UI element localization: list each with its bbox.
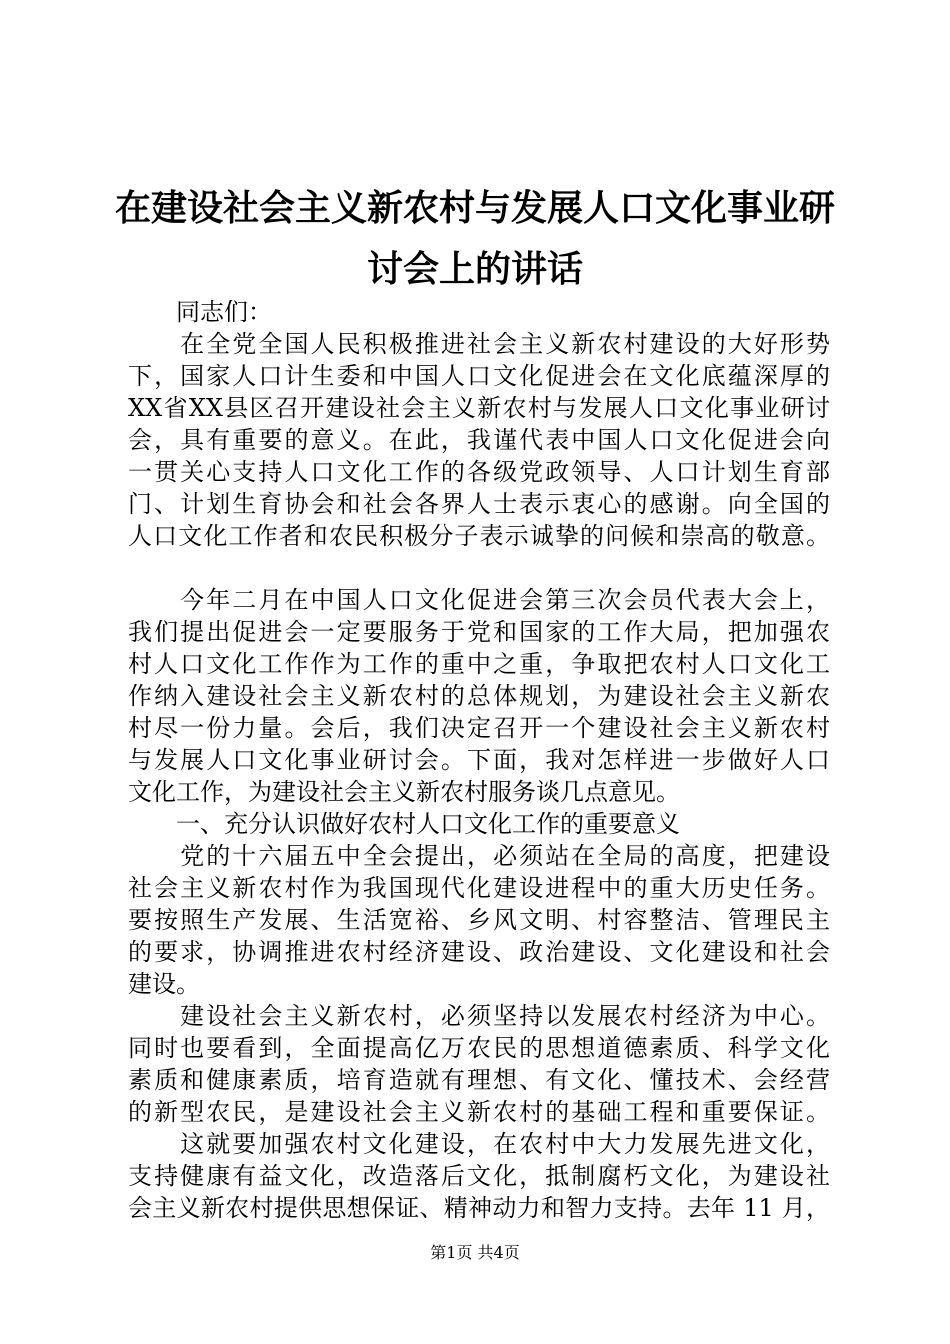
text-line: 在全党全国人民积极推进社会主义新农村建设的大好形势 <box>128 330 830 358</box>
text-line: 下，国家人口计生委和中国人口文化促进会在文化底蕴深厚的 <box>128 362 830 390</box>
text-line: 我们提出促进会一定要服务于党和国家的工作大局，把加强农 <box>128 618 830 646</box>
text-line: 的要求，协调推进农村经济建设、政治建设、文化建设和社会 <box>128 938 830 966</box>
text-line: 人口文化工作者和农民积极分子表示诚挚的问候和崇高的敬意。 <box>128 522 830 550</box>
text-line: 支持健康有益文化，改造落后文化，抵制腐朽文化，为建设社 <box>128 1162 830 1190</box>
text-line: 门、计划生育协会和社会各界人士表示衷心的感谢。向全国的 <box>128 490 830 518</box>
text-line: 文化工作，为建设社会主义新农村服务谈几点意见。 <box>128 778 680 806</box>
document-body <box>128 296 830 1224</box>
text-line: 会主义新农村提供思想保证、精神动力和智力支持。去年 11 月， <box>128 1194 830 1222</box>
text-line: XX省XX县区召开建设社会主义新农村与发展人口文化事业研讨 <box>128 394 830 422</box>
text-line: 素质和健康素质，培育造就有理想、有文化、懂技术、会经营 <box>128 1066 830 1094</box>
text-line: 的新型农民，是建设社会主义新农村的基础工程和重要保证。 <box>128 1098 830 1126</box>
text-line: 作纳入建设社会主义新农村的总体规划，为建设社会主义新农 <box>128 682 830 710</box>
text-line: 要按照生产发展、生活宽裕、乡风文明、村容整洁、管理民主 <box>128 906 830 934</box>
page-footer: 第1页 共4页 <box>430 1243 520 1262</box>
blank-line <box>128 552 830 584</box>
text-line: 会，具有重要的意义。在此，我谨代表中国人口文化促进会向 <box>128 426 830 454</box>
text-line: 建设社会主义新农村，必须坚持以发展农村经济为中心。 <box>128 1002 830 1030</box>
text-line: 与发展人口文化事业研讨会。下面，我对怎样进一步做好人口 <box>128 746 830 774</box>
text-line: 党的十六届五中全会提出，必须站在全局的高度，把建设 <box>128 842 830 870</box>
document-title-line-1: 在建设社会主义新农村与发展人口文化事业研 <box>114 188 835 229</box>
text-line: 同志们： <box>128 298 272 326</box>
text-line: 同时也要看到，全面提高亿万农民的思想道德素质、科学文化 <box>128 1034 830 1062</box>
text-line: 今年二月在中国人口文化促进会第三次会员代表大会上， <box>128 586 830 614</box>
text-line: 一贯关心支持人口文化工作的各级党政领导、人口计划生育部 <box>128 458 830 486</box>
text-line: 一、充分认识做好农村人口文化工作的重要意义 <box>128 810 680 838</box>
text-line: 这就要加强农村文化建设，在农村中大力发展先进文化， <box>128 1130 830 1158</box>
text-line: 村人口文化工作作为工作的重中之重，争取把农村人口文化工 <box>128 650 830 678</box>
text-line: 村尽一份力量。会后，我们决定召开一个建设社会主义新农村 <box>128 714 830 742</box>
text-line: 建设。 <box>128 970 200 998</box>
document-title-line-2: 讨会上的讲话 <box>366 249 583 290</box>
text-line: 社会主义新农村作为我国现代化建设进程中的重大历史任务。 <box>128 874 830 902</box>
